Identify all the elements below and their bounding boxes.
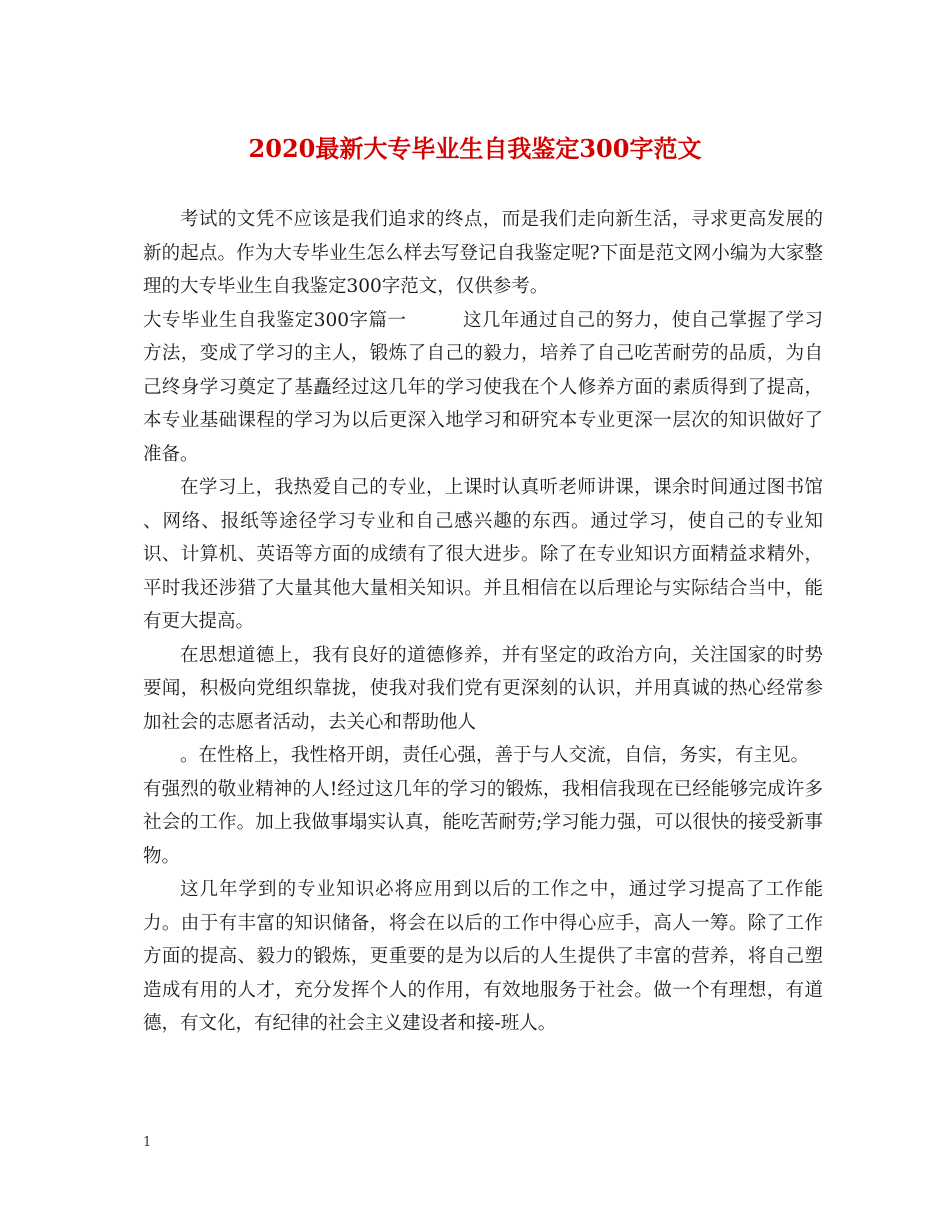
- section-first-paragraph: 这几年通过自己的努力，使自己掌握了学习方法，变成了学习的主人，锻炼了自己的毅力，培养了自己吃苦耐劳的品质，为自己终身学习奠定了基矗经过这几年的学习使我在个人修养方面的素质得到了提高，本专业基础课程的学习为以后更深入地学习和研究本专业更深一层次的知识做好了准备。: [143, 309, 823, 465]
- morality-paragraph: 在思想道德上，我有良好的道德修养，并有坚定的政治方向，关注国家的时势要闻，积极向党组织靠拢，使我对我们党有更深刻的认识，并用真诚的热心经常参加社会的志愿者活动，去关心和帮助他人: [143, 644, 823, 733]
- study-paragraph: 在学习上，我热爱自己的专业，上课时认真听老师讲课，课余时间通过图书馆 、网络、报纸等途径学习专业和自己感兴趣的东西。通过学习，使自己的专业知识、计算机、英语等方面的成绩有了很大进步。除了在专业知识方面精益求精外，平时我还涉猎了大量其他大量相关知识。并且相信在以后理论与实际结合当中，能有更大提高。: [143, 477, 823, 632]
- section-heading: 大专毕业生自我鉴定300字篇一: [143, 309, 407, 331]
- intro-paragraph: 考试的文凭不应该是我们追求的终点，而是我们走向新生活，寻求更高发展的新的起点。作为大专毕业生怎么样去写登记自我鉴定呢?下面是范文网小编为大家整理的大专毕业生自我鉴定300字范文，仅供参考。: [143, 209, 823, 297]
- section-paragraph: [143, 304, 823, 472]
- document-title: 2020最新大专毕业生自我鉴定300字范文: [248, 134, 702, 163]
- document-body: [143, 203, 823, 1041]
- character-paragraph-continued: 有强烈的敬业精神的人!经过这几年的学习的锻炼，我相信我现在已经能够完成许多社会的工作。加上我做事塌实认真，能吃苦耐劳;学习能力强，可以很快的接受新事物。: [143, 778, 823, 867]
- character-paragraph-line: 。在性格上，我性格开朗，责任心强，善于与人交流，自信，务实，有主见。: [180, 745, 810, 766]
- page-number: 1: [143, 1135, 152, 1150]
- future-paragraph: 这几年学到的专业知识必将应用到以后的工作之中，通过学习提高了工作能力。由于有丰富的知识储备，将会在以后的工作中得心应手，高人一筹。除了工作方面的提高、毅力的锻炼，更重要的是为以后的人生提供了丰富的营养，将自己塑造成有用的人才，充分发挥个人的作用，有效地服务于社会。做一个有理想，有道德，有文化，有纪律的社会主义建设者和接-班人。: [143, 879, 823, 1034]
